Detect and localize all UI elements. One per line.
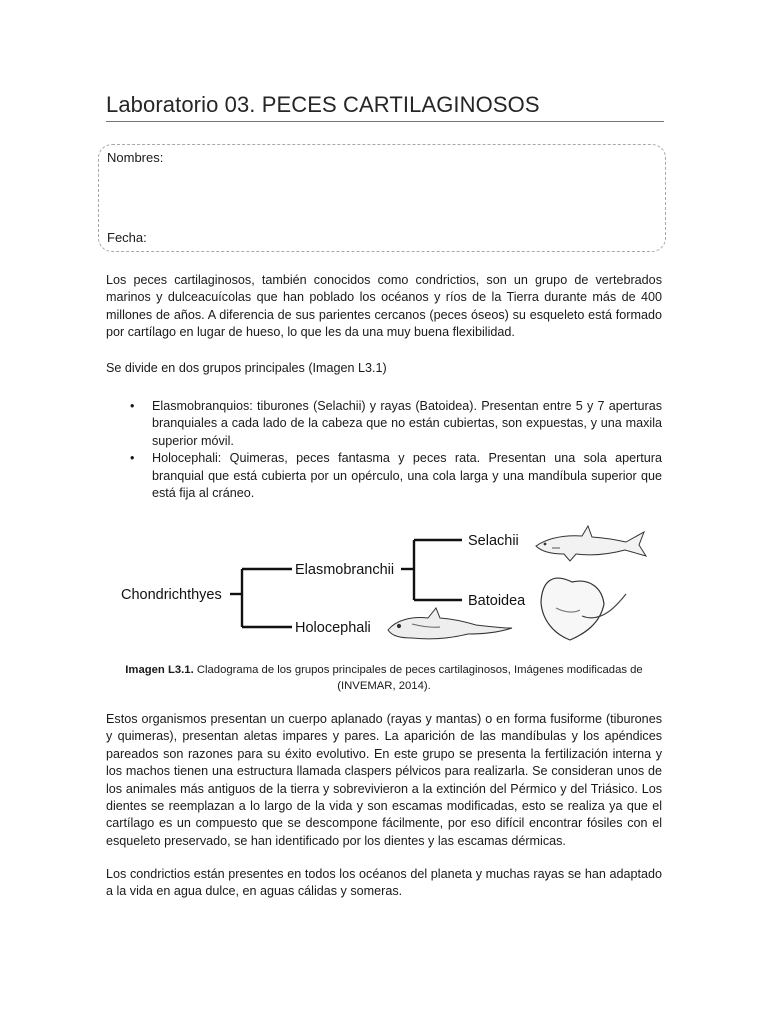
cladogram-branch-elasmobranchii: Elasmobranchii	[295, 562, 395, 578]
caption-label: Imagen L3.1.	[125, 664, 194, 676]
cladogram-figure	[112, 512, 672, 662]
bullet-icon: •	[130, 451, 135, 466]
list-item-text: Holocephali: Quimeras, peces fantasma y peces rata. Presentan una sola apertura branquial que está cubierta por un opérculo, una cola larga y una mandíbula superior que está fija al cráneo.	[152, 451, 662, 501]
caption-text: Cladograma de los grupos principales de peces cartilaginosos, Imágenes modificadas de (INVEMAR, 2014).	[193, 664, 643, 692]
cladogram-leaf-selachii: Selachii	[468, 533, 519, 549]
chimaera-illustration	[388, 608, 512, 639]
list-item-elasmobranchii	[106, 398, 662, 450]
date-label: Fecha:	[107, 230, 147, 245]
cladogram-lines	[230, 540, 462, 627]
cladogram-root-label: Chondrichthyes	[121, 587, 222, 603]
page-title: Laboratorio 03. PECES CARTILAGINOSOS	[106, 92, 540, 117]
title-divider	[106, 121, 664, 122]
intro-paragraph: Los peces cartilaginosos, también conocidos como condrictios, son un grupo de vertebrados marinos y dulceacuícolas que han poblado los océanos y ríos de la Tierra durante más de 400 millones de años. A diferencia de sus parientes cercanos (peces óseos) su esqueleto está formado por cartílago en lugar de hueso, lo que les da una muy buena flexibilidad.	[106, 273, 662, 340]
list-item-text: Elasmobranquios: tiburones (Selachii) y rayas (Batoidea). Presentan entre 5 y 7 aperturas branquiales a cada lado de la cabeza que no están cubiertas, son expuestas, y una maxila superior móvil.	[152, 399, 662, 448]
body-paragraph-1: Estos organismos presentan un cuerpo aplanado (rayas y mantas) o en forma fusiforme (tiburones y quimeras), presentan aletas impares y pares. La aparición de las mandíbulas y los apéndices pareados son razones para su éxito evolutivo. En este grupo se presenta la fertilización interna y los machos tienen una estructura llamada claspers pélvicos para realizarla. Se consideran unos de los animales más antiguos de la tierra y sobrevivieron a la extinción del Pérmico y del Triásico. Los dientes se reemplazan a lo largo de la vida y son escamas modificadas, esto se realiza ya que el cartílago es un compuesto que se descompone fácilmente, por eso difícil encontrar fósiles con el esqueleto preservado, se han identificado por los dientes y las escamas dérmicas.	[106, 712, 662, 848]
list-item-holocephali	[106, 450, 662, 502]
bullet-icon: •	[130, 399, 135, 413]
cladogram-branch-holocephali: Holocephali	[295, 620, 371, 636]
student-info-box	[98, 144, 666, 252]
groups-intro: Se divide en dos grupos principales (Imagen L3.1)	[106, 361, 387, 375]
cladogram-leaf-batoidea: Batoidea	[468, 593, 526, 609]
figure-caption	[106, 662, 662, 694]
body-paragraph-2: Los condrictios están presentes en todos los océanos del planeta y muchas rayas se han adaptado a la vida en agua dulce, en aguas cálidas y someras.	[106, 867, 662, 899]
names-label: Nombres:	[107, 150, 164, 165]
ray-illustration	[541, 578, 626, 640]
groups-list	[106, 398, 662, 502]
shark-illustration	[536, 526, 646, 561]
